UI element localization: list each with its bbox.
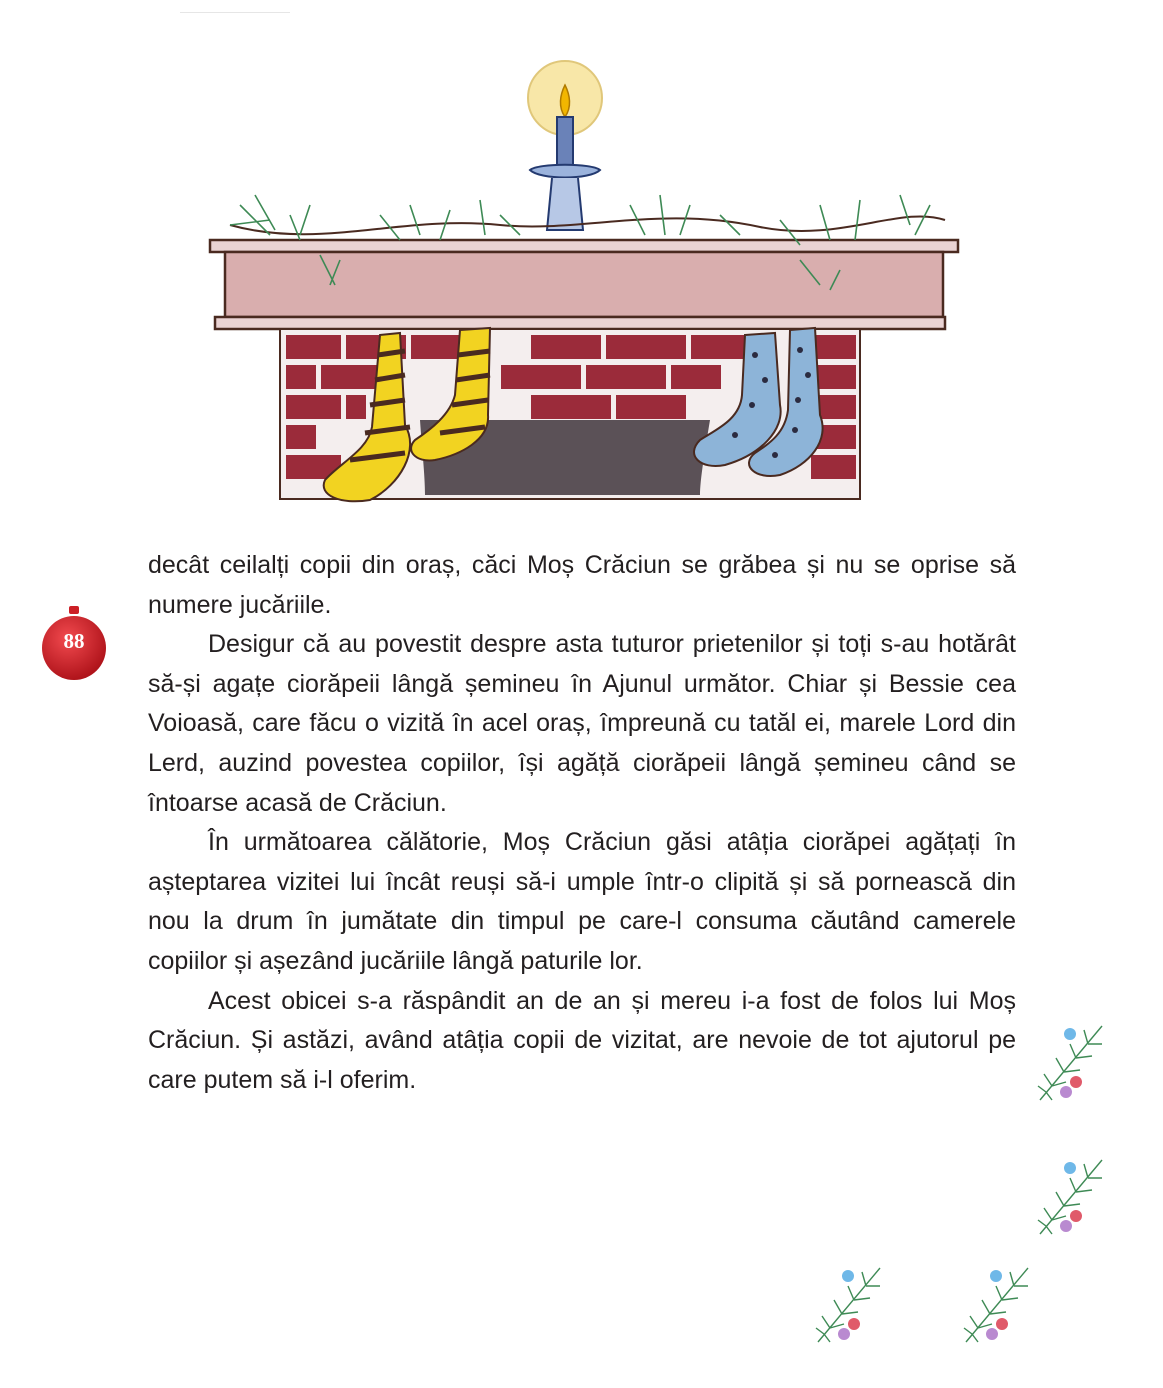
top-rule <box>180 12 290 13</box>
paragraph-3: În următoarea călătorie, Moș Crăciun găsi atâția ciorăpei agățați în așteptarea vizitei lui încât reuși să-i umple într-o clipită și să pornească din nou la drum în jumătate din timpul pe care-l consuma căutând camerele copiilor și așezând jucăriile lângă paturile lor. <box>148 828 1016 975</box>
page-number: 88 <box>63 629 85 653</box>
paragraph-2: Desigur că au povestit despre asta tuturor prietenilor și toți s-au hotărât să-și agațe ciorăpeii lângă șemineu în Ajunul următor. Chiar și Bessie cea Voioasă, care făcu o vizită în acel oraș, împreună cu tatăl ei, marele Lord din Lerd, auzind povestea copiilor, își agăță ciorăpeii lângă șemineu când se întoarse acasă de Crăciun. <box>148 630 1016 817</box>
paragraph-1: decât ceilalți copii din oraș, căci Moș Crăciun se grăbea și nu se oprise să numere jucăriile. <box>148 551 1016 619</box>
paragraph-4: Acest obicei s-a răspândit an de an și mereu i-a fost de folos lui Moș Crăciun. Și astăzi, având atâția copii de vizitat, are nevoie de tot ajutorul pe care putem să i-l oferim. <box>148 986 1016 1094</box>
pine-sprig-icon <box>1032 1152 1110 1240</box>
candle-icon <box>528 61 602 230</box>
pine-sprig-icon <box>810 1260 888 1348</box>
pine-sprig-icon <box>1032 1018 1110 1106</box>
pine-sprig-icon <box>958 1260 1036 1348</box>
fireplace-illustration <box>200 55 980 520</box>
body-text <box>148 546 1016 1100</box>
